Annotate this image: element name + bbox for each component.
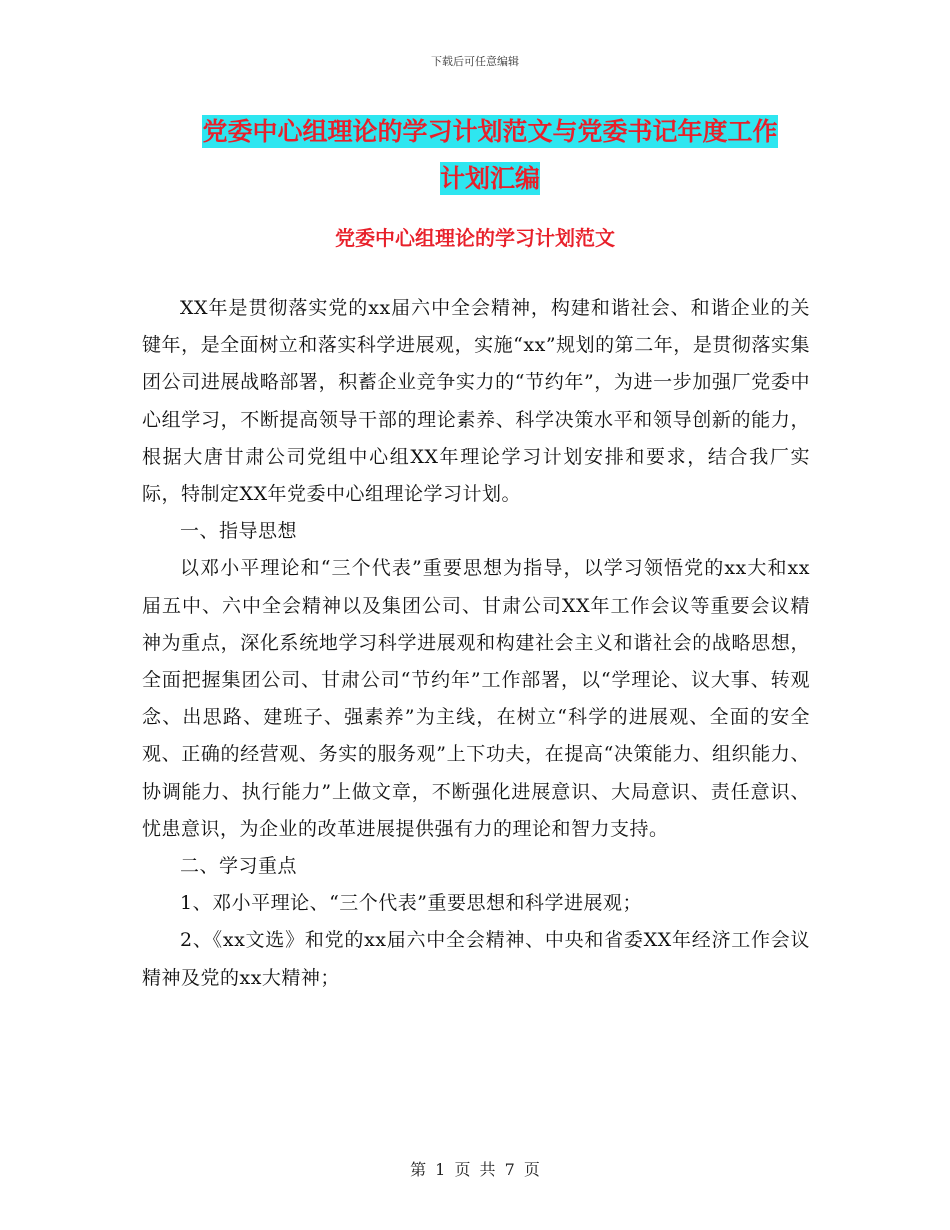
document-title-line-2: 计划汇编 (439, 164, 540, 193)
document-title-line-1: 党委中心组理论的学习计划范文与党委书记年度工作 (202, 117, 778, 146)
page-number: 第 1 页 共 7 页 (410, 1160, 540, 1179)
body-text (142, 290, 810, 997)
heading-guiding-thought: 一、指导思想 (180, 520, 298, 543)
paragraph-intro: XX年是贯彻落实党的xx届六中全会精神，构建和谐社会、和谐企业的关键年，是全面树立和落实科学进展观，实施“xx”规划的第二年，是贯彻落实集团公司进展战略部署，积蓄企业竞争实力的“节约年”，为进一步加强厂党委中心组学习，不断提高领导干部的理论素养、科学决策水平和领导创新的能力，根据大唐甘肃公司党组中心组XX年理论学习计划安排和要求，结合我厂实际，特制定XX年党委中心组理论学习计划。 (142, 297, 810, 506)
heading-study-focus: 二、学习重点 (180, 855, 298, 878)
header-note: 下载后可任意编辑 (431, 55, 519, 68)
list-item-focus-1: 1、邓小平理论、“三个代表”重要思想和科学进展观； (180, 892, 643, 915)
section-title: 党委中心组理论的学习计划范文 (335, 226, 615, 250)
paragraph-guiding-thought: 以邓小平理论和“三个代表”重要思想为指导，以学习领悟党的xx大和xx届五中、六中全会精神以及集团公司、甘肃公司XX年工作会议等重要会议精神为重点，深化系统地学习科学进展观和构建社会主义和谐社会的战略思想，全面把握集团公司、甘肃公司“节约年”工作部署，以“学理论、议大事、转观念、出思路、建班子、强素养”为主线，在树立“科学的进展观、全面的安全观、正确的经营观、务实的服务观”上下功夫，在提高“决策能力、组织能力、协调能力、执行能力”上做文章，不断强化进展意识、大局意识、责任意识、忧患意识，为企业的改革进展提供强有力的理论和智力支持。 (142, 557, 810, 840)
list-item-focus-2: 2、《xx文选》和党的xx届六中全会精神、中央和省委XX年经济工作会议精神及党的xx大精神； (142, 929, 810, 989)
document-title (140, 108, 840, 202)
